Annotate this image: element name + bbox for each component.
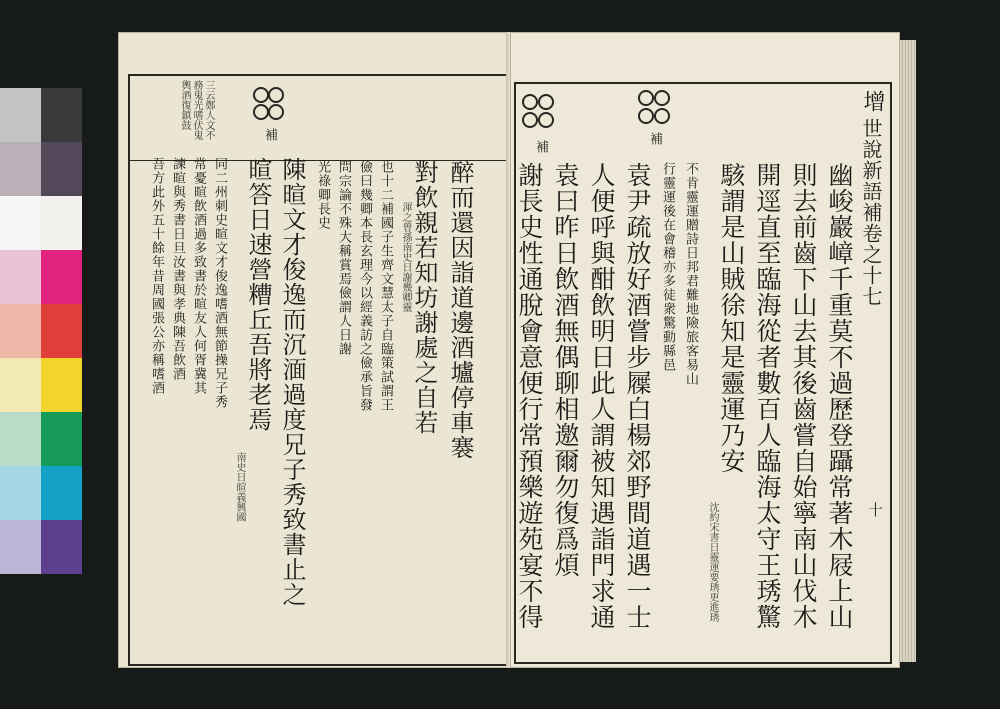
circle-mark — [654, 90, 670, 106]
color-swatch — [41, 358, 82, 412]
circle-mark — [538, 112, 554, 128]
text-column: 儉曰幾卿本長玄理今以經義訪之儉承旨發 — [357, 160, 372, 412]
text-column: 對飲親若知坊謝處之自若 — [410, 160, 438, 435]
color-swatch — [0, 412, 41, 466]
text-column: 諫暄與秀書日旦汝書與孝典陳吾飲酒 — [170, 157, 185, 381]
color-swatch — [41, 196, 82, 250]
margin-note: 輿酒復鎮鼓 — [179, 80, 190, 130]
color-swatch — [0, 250, 41, 304]
circle-mark — [268, 87, 284, 103]
color-swatch — [41, 88, 82, 142]
text-column: 人便呼與酣飲明日此人謂被知遇詣門求通 — [587, 162, 616, 630]
circle-mark — [522, 112, 538, 128]
circle-mark — [538, 94, 554, 110]
color-swatch — [41, 250, 82, 304]
circle-mark — [253, 104, 269, 120]
text-column: 袁尹疏放好酒嘗步屧白楊郊野間道遇一士 — [623, 162, 652, 630]
left-page — [118, 32, 510, 668]
color-swatch — [0, 358, 41, 412]
text-column: 駭謂是山賊徐知是靈運乃安 — [717, 162, 746, 474]
book-title: 世說新語補卷之十七 — [859, 118, 883, 307]
color-swatch — [41, 304, 82, 358]
text-column: 光祿卿長史 — [315, 160, 330, 230]
circle-mark — [638, 108, 654, 124]
color-calibration-chart — [0, 88, 82, 574]
section-label: 補 — [533, 140, 548, 154]
text-column: 吾方此外五十餘年昔周國張公亦稱嗜酒 — [149, 157, 164, 395]
text-column: 則去前齒下山去其後齒嘗自始寧南山伐木 — [789, 162, 818, 630]
color-swatch — [41, 142, 82, 196]
right-page — [510, 32, 900, 668]
circle-mark — [522, 94, 538, 110]
page-edges — [900, 40, 916, 662]
circle-mark — [638, 90, 654, 106]
text-column: 幽峻巖嶂千重莫不過歷登躡常著木屐上山 — [825, 162, 854, 630]
annotation-note: 沈約宋書日靈運要琇更進琇 — [707, 502, 718, 622]
color-swatch — [0, 196, 41, 250]
text-column: 陳暄文才俊逸而沉湎過度兄子秀致書止之 — [278, 157, 306, 607]
color-swatch — [41, 412, 82, 466]
margin-note: 三云鄭人文不 — [203, 80, 214, 140]
margin-note: 務鬼光嗜伏鬼 — [191, 80, 202, 140]
text-column: 袁曰昨日飲酒無偶聊相邀爾勿復爲煩 — [551, 162, 580, 578]
color-swatch — [0, 466, 41, 520]
circle-mark — [253, 87, 269, 103]
text-column: 暄答日速營糟丘吾將老焉 — [244, 157, 272, 432]
text-column: 也十二補國子生齊文慧太子自臨策試謂王 — [378, 160, 393, 412]
page-folio: 十 — [866, 502, 884, 517]
text-column: 問宗論不殊大稱賞焉儉謂人日謝 — [336, 160, 351, 356]
color-swatch — [0, 88, 41, 142]
annotation-note: 渾之曾孫南史日謝幾卿靈 — [400, 202, 411, 312]
circle-mark — [268, 104, 284, 120]
section-label: 補 — [647, 132, 662, 146]
annotation-note: 南史日暄義興國 — [234, 452, 245, 522]
text-column: 謝長史性通脫會意便行常預樂遊苑宴不得 — [515, 162, 544, 630]
text-column: 同二州刺史暄文才俊逸嗜酒無節操兄子秀 — [212, 157, 227, 409]
section-label: 補 — [262, 128, 277, 142]
color-swatch — [41, 520, 82, 574]
circle-mark — [654, 108, 670, 124]
color-swatch — [0, 142, 41, 196]
open-book — [118, 32, 918, 668]
text-column: 開逕直至臨海從者數百人臨海太守王琇驚 — [753, 162, 782, 630]
text-column: 常憂暄飲酒過多致書於暄友人何胥冀其 — [191, 157, 206, 395]
color-swatch — [41, 466, 82, 520]
text-column: 不肯靈運贈詩日邦君難地險旅客易山 — [683, 162, 698, 386]
text-column: 行靈運後在會稽亦多徒衆驚動縣邑 — [660, 162, 675, 372]
text-column: 醉而還因詣道邊酒壚停車褰 — [446, 160, 474, 460]
color-swatch — [0, 520, 41, 574]
color-swatch — [0, 304, 41, 358]
book-title-prefix: 增 — [860, 90, 885, 113]
